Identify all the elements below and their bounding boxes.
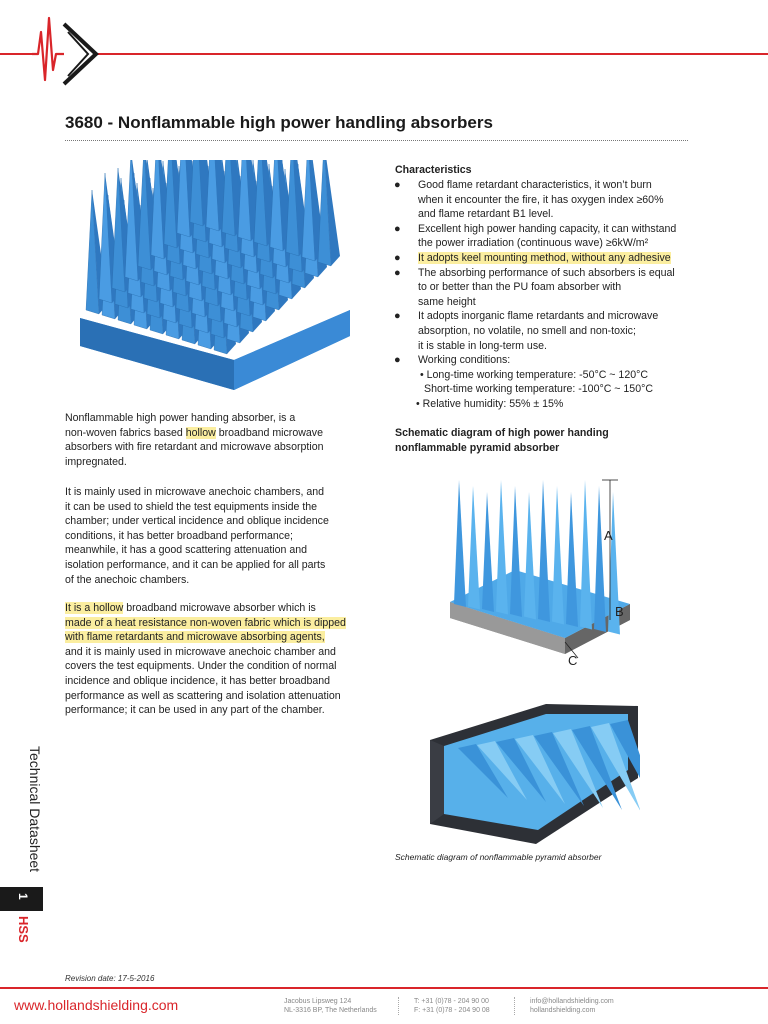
characteristic-line: The absorbing performance of such absorbers is equal [418, 266, 675, 279]
characteristic-line: It adopts inorganic flame retardants and microwave [418, 310, 659, 323]
footer-web-link[interactable]: hollandshielding.com [530, 1007, 596, 1014]
schematic-heading [395, 426, 609, 455]
paragraph-line: chamber; under vertical incidence and oblique incidence [65, 515, 329, 528]
footer-separator-2 [514, 997, 515, 1015]
footer-email-link[interactable]: info@hollandshielding.com [530, 998, 614, 1005]
highlighted-text: It adopts keel mounting method, without any adhesive [418, 251, 671, 264]
paragraph-line: impregnated. [65, 455, 127, 468]
footer-fax-number: F: +31 (0)78 - 204 90 08 [414, 1007, 490, 1014]
paragraph-line: covers the test equipments. Under the condition of normal [65, 660, 337, 673]
schematic-caption: Schematic diagram of nonflammable pyramid absorber [395, 852, 602, 862]
header-rule-right [96, 53, 768, 55]
description-paragraph-3 [65, 601, 365, 718]
paragraph-line: it can be used to shield the test equipments inside the [65, 500, 318, 513]
footer-website-link[interactable]: www.hollandshielding.com [14, 997, 179, 1013]
pyramid-spike [510, 486, 522, 617]
footer-address [284, 997, 377, 1015]
holland-shielding-logo [28, 10, 100, 90]
characteristic-line: and flame retardant B1 level. [418, 208, 554, 221]
paragraph-line [65, 630, 365, 645]
working-condition-item: Short-time working temperature: -100°C ~ 150°C [424, 383, 653, 396]
schematic-heading-line-1: Schematic diagram of high power handing [395, 427, 609, 439]
bullet-icon: ● [394, 310, 401, 323]
footer-phone-number: T: +31 (0)78 - 204 90 00 [414, 998, 489, 1005]
paragraph-line: conditions, it has better broadband performance; [65, 529, 293, 542]
characteristics-list [395, 178, 725, 412]
pyramid-spike [580, 480, 592, 630]
characteristic-line: to or better than the PU foam absorber with [418, 281, 622, 294]
highlighted-text: hollow [185, 426, 216, 439]
footer-address-line-2: NL-3316 BP, The Netherlands [284, 1007, 377, 1014]
footer-separator-1 [398, 997, 399, 1015]
pyramid-spike [454, 480, 466, 607]
pyramid-spike [552, 486, 564, 625]
highlighted-text: with flame retardants and microwave absorbing agents, [65, 631, 325, 644]
highlighted-text: made of a heat resistance non-woven fabric which is dipped [65, 616, 346, 629]
pyramid-spike [496, 480, 508, 615]
page-title: 3680 - Nonflammable high power handling absorbers [65, 113, 493, 132]
paragraph-line: It is mainly used in microwave anechoic chambers, and [65, 486, 325, 498]
footer-rule [0, 987, 768, 989]
pyramid-spike [468, 486, 480, 610]
paragraph-line: performance as well as scattering and isolation attenuation [65, 689, 341, 702]
schematic-heading-line-2: nonflammable pyramid absorber [395, 441, 560, 454]
sidebar-label: Technical Datasheet [27, 746, 43, 873]
dimension-label-a: A [604, 528, 613, 543]
pyramid-spike [594, 486, 606, 632]
pyramid-spike [524, 492, 536, 620]
page-number: 1 [16, 893, 30, 900]
paragraph-line: It is a hollow broadband microwave absorber which is [65, 602, 316, 614]
footer-phone [414, 997, 490, 1015]
bullet-icon: ● [394, 354, 401, 367]
dimension-label-c: C [568, 653, 578, 668]
dimension-label-b: B [615, 604, 624, 619]
schematic-diagram-3d [428, 698, 640, 846]
characteristic-line: the power irradiation (continuous wave) ≥6kW/m² [418, 237, 649, 250]
characteristic-line: Good flame retardant characteristics, it won’t burn [418, 179, 652, 191]
paragraph-line: isolation performance, and it can be applied for all parts [65, 558, 326, 571]
characteristic-item [395, 222, 725, 251]
pyramid-spike [538, 480, 550, 622]
paragraph-line: of the anechoic chambers. [65, 573, 190, 586]
schematic-diagram-dimensions [440, 470, 640, 670]
pyramid-spike [566, 492, 578, 627]
paragraph-line: absorbers with fire retardant and microwave absorption [65, 441, 324, 454]
characteristic-item [395, 266, 725, 310]
characteristic-line: Working conditions: [418, 354, 511, 367]
product-photo-pyramid-absorber [78, 160, 360, 396]
characteristic-line: Excellent high power handing capacity, it can withstand [418, 222, 677, 235]
characteristic-line: same height [418, 295, 476, 308]
paragraph-line [65, 616, 365, 631]
description-paragraph-1 [65, 411, 365, 469]
footer-contact [530, 997, 614, 1015]
characteristic-line [418, 251, 725, 266]
paragraph-line: non-woven fabrics based hollow broadband microwave [65, 426, 323, 439]
bullet-icon: ● [394, 266, 401, 279]
bullet-icon: ● [394, 179, 401, 191]
bullet-icon: ● [394, 222, 401, 235]
working-condition-item: • Relative humidity: 55% ± 15% [416, 397, 564, 410]
paragraph-line: meanwhile, it has a good scattering attenuation and [65, 544, 308, 557]
pyramid-spike [482, 492, 494, 612]
characteristic-item [395, 309, 725, 353]
paragraph-line: and it is mainly used in microwave anechoic chamber and [65, 645, 336, 658]
description-paragraph-2 [65, 485, 365, 587]
paragraph-line: incidence and oblique incidence, it has better broadband [65, 674, 331, 687]
paragraph-line: Nonflammable high power handing absorber, is a [65, 412, 296, 424]
characteristic-item [395, 178, 725, 222]
working-condition-item: • Long-time working temperature: -50°C ~ 120°C [420, 368, 648, 381]
characteristic-line: it is stable in long-term use. [418, 339, 547, 352]
bullet-icon: ● [394, 251, 401, 264]
footer-address-line-1: Jacobus Lipsweg 124 [284, 998, 352, 1005]
product-code: HSS [16, 916, 31, 943]
frame-left-wall [430, 740, 444, 824]
revision-date: Revision date: 17-5-2016 [65, 974, 155, 983]
characteristic-item [395, 251, 725, 266]
characteristics-heading: Characteristics [395, 164, 472, 176]
characteristic-item [395, 353, 725, 368]
paragraph-line: performance; it can be used in any part of the chamber. [65, 704, 325, 717]
characteristic-line: when it encounter the fire, it has oxygen index ≥60% [418, 193, 664, 206]
title-divider [65, 140, 688, 141]
highlighted-text: It is a hollow [65, 602, 124, 614]
characteristic-line: absorption, no volatile, no smell and non-toxic; [418, 324, 636, 337]
